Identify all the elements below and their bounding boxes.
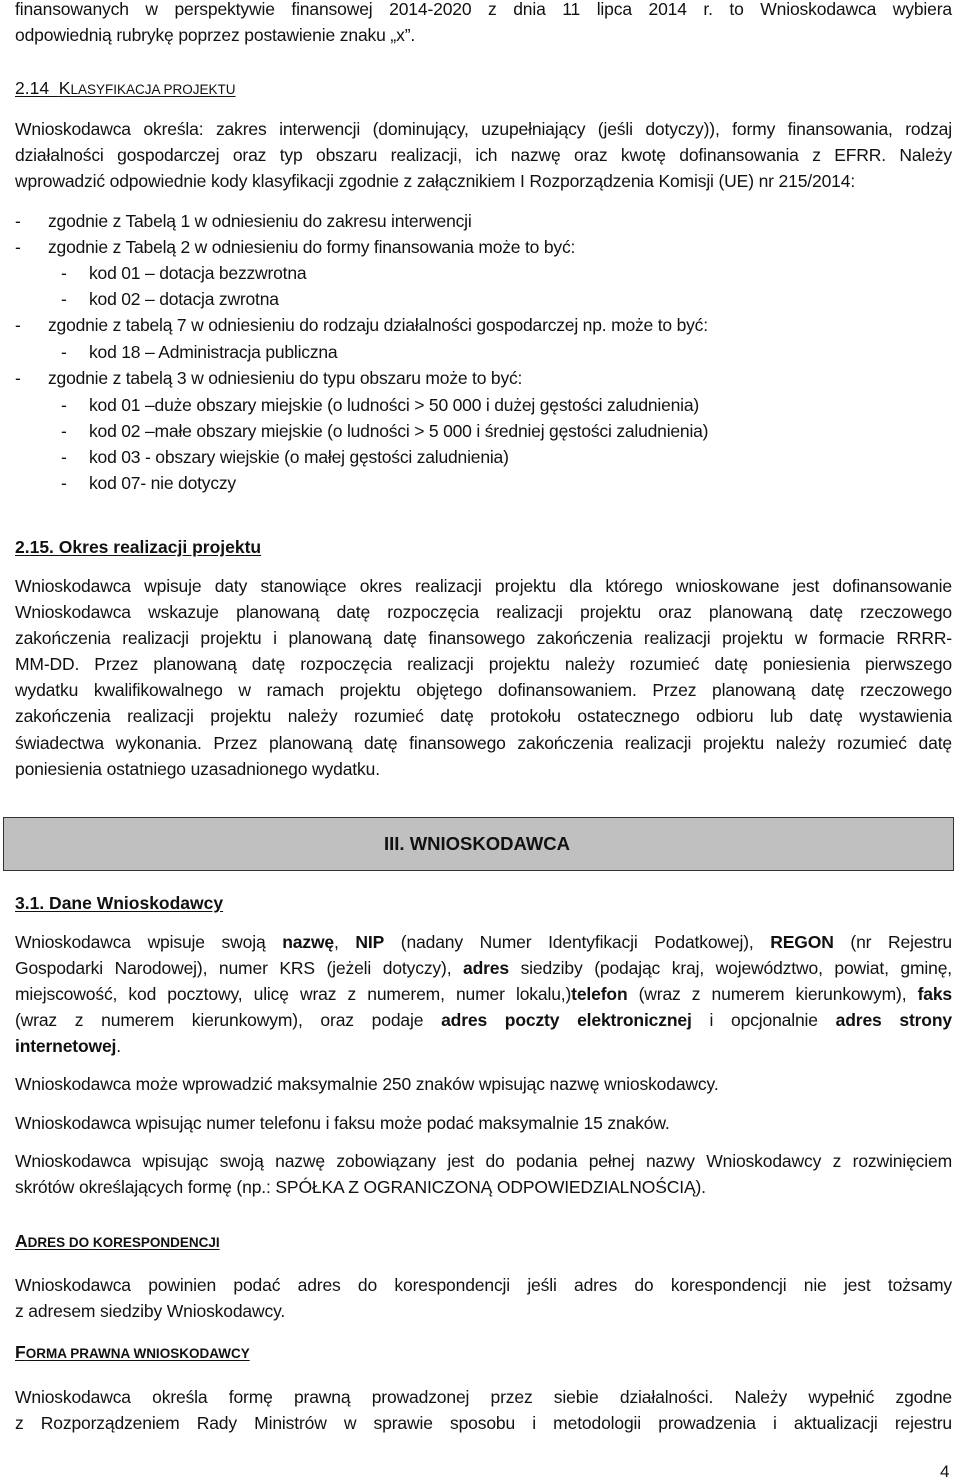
section-3-1-para-line: Gospodarki Narodowej), numer KRS (jeżeli dotyczy), adres siedziby (podając kraj, województwo, powiat, gminę, [15, 958, 953, 978]
section-2-14-para-line-3: wprowadzić odpowiednie kody klasyfikacji zgodnie z załącznikiem I Rozporządzenia Komisji (UE) nr 215/2014: [15, 171, 856, 191]
section-2-15-para-line: poniesienia ostatniego uzasadnionego wydatku. [15, 759, 380, 779]
list-dash: - [61, 395, 67, 415]
section-3-1-heading: 3.1. Dane Wnioskodawcy [15, 893, 224, 913]
correspondence-para-line: z adresem siedziby Wnioskodawcy. [15, 1301, 286, 1321]
section-2-15-heading: 2.15. Okres realizacji projektu [15, 537, 262, 557]
list-dash: - [15, 211, 21, 231]
section-3-1-name-limit: Wnioskodawca może wprowadzić maksymalnie 250 znaków wpisując nazwę wnioskodawcy. [15, 1074, 719, 1094]
list-dash: - [61, 289, 67, 309]
section-2-15-para-line: Wnioskodawca wskazuje planowaną datę rozpoczęcia realizacji projektu oraz planowaną datę rzeczowego [15, 602, 952, 622]
section-2-15-para-line: zakończenia realizacji projektu i planowaną datę finansowego zakończenia realizacji projektu w formacie RRRR- [15, 628, 952, 648]
list-item: kod 01 –duże obszary miejskie (o ludności > 50 000 i dużej gęstości zaludnienia) [89, 395, 699, 415]
list-item: zgodnie z tabelą 7 w odniesieniu do rodzaju działalności gospodarczej np. może to być: [48, 315, 708, 335]
section-2-14-heading: 2.14 KLASYFIKACJA PROJEKTU [15, 78, 236, 98]
section-2-15-para-line: Wnioskodawca wpisuje daty stanowiące okres realizacji projektu dla którego wnioskowane jest dofinansowanie [15, 576, 952, 596]
part-title: III. WNIOSKODAWCA [384, 833, 571, 854]
section-3-1-para-line: skrótów określających formę (np.: SPÓŁKA Z OGRANICZONĄ ODPOWIEDZIALNOŚCIĄ). [15, 1177, 706, 1197]
list-item: kod 01 – dotacja bezzwrotna [89, 263, 307, 283]
page-number: 4 [940, 1462, 950, 1481]
section-2-15-para-line: MM-DD. Przez planowaną datę rozpoczęcia realizacji projektu należy rozumieć datę poniesienia pierwszego [15, 654, 952, 674]
list-item: kod 07- nie dotyczy [89, 473, 236, 493]
section-2-14-para-line-2: działalności gospodarczej oraz typ obszaru realizacji, ich nazwę oraz kwotę dofinansowania z EFRR. Należy [15, 145, 952, 165]
list-item: zgodnie z Tabelą 2 w odniesieniu do formy finansowania może to być: [48, 237, 576, 257]
list-item: kod 02 – dotacja zwrotna [89, 289, 279, 309]
legal-form-heading: FORMA PRAWNA WNIOSKODAWCY [15, 1342, 250, 1362]
intro-line-2: odpowiednią rubrykę poprzez postawienie znaku „x”. [15, 25, 416, 45]
section-3-1-para-line: (wraz z numerem kierunkowym), oraz podaje adres poczty elektronicznej i opcjonalnie adres strony [15, 1010, 952, 1030]
section-2-15-para-line: wydatku kwalifikowalnego w ramach projektu objętego dofinansowaniem. Przez planowaną datę rzeczowego [15, 680, 952, 700]
list-dash: - [15, 315, 21, 335]
list-dash: - [61, 473, 67, 493]
section-2-14-para-line-1: Wnioskodawca określa: zakres interwencji (dominujący, uzupełniający (jeśli dotyczy)), formy finansowania, rodzaj [15, 119, 952, 139]
intro-line-1: finansowanych w perspektywie finansowej 2014-2020 z dnia 11 lipca 2014 r. to Wnioskodawca wybiera [15, 0, 952, 19]
list-dash: - [61, 421, 67, 441]
section-3-1-para-line: Wnioskodawca wpisując swoją nazwę zobowiązany jest do podania pełnej nazwy Wnioskodawcy z rozwinięciem [15, 1151, 952, 1171]
section-3-1-para-line: miejscowość, kod pocztowy, ulicę wraz z numerem, numer lokalu,)telefon (wraz z numerem kierunkowym), faks [15, 984, 952, 1004]
correspondence-address-heading: ADRES DO KORESPONDENCJI [15, 1231, 220, 1251]
section-2-15-para-line: zakończenia realizacji projektu należy rozumieć datę protokołu ostatecznego odbioru lub datę wystawienia [15, 706, 952, 726]
section-2-15-para-line: świadectwa wykonania. Przez planowaną datę finansowego zakończenia realizacji projektu należy rozumieć datę [15, 733, 952, 753]
list-item: kod 03 - obszary wiejskie (o małej gęstości zaludnienia) [89, 447, 509, 467]
legal-form-para-line: z Rozporządzeniem Rady Ministrów w sprawie sposobu i metodologii prowadzenia i aktualizacji rejestru [15, 1413, 952, 1433]
list-dash: - [61, 447, 67, 467]
section-3-1-phone-limit: Wnioskodawca wpisując numer telefonu i faksu może podać maksymalnie 15 znaków. [15, 1113, 670, 1133]
section-3-1-para-line: Wnioskodawca wpisuje swoją nazwę, NIP (nadany Numer Identyfikacji Podatkowej), REGON (nr Rejestru [15, 932, 952, 952]
list-dash: - [15, 368, 21, 388]
list-item: kod 02 –małe obszary miejskie (o ludności > 5 000 i średniej gęstości zaludnienia) [89, 421, 709, 441]
list-dash: - [61, 263, 67, 283]
legal-form-para-line: Wnioskodawca określa formę prawną prowadzonej przez siebie działalności. Należy wypełnić zgodne [15, 1387, 952, 1407]
correspondence-para-line: Wnioskodawca powinien podać adres do korespondencji jeśli adres do korespondencji nie jest tożsamy [15, 1275, 952, 1295]
list-item: zgodnie z Tabelą 1 w odniesieniu do zakresu interwencji [48, 211, 472, 231]
list-dash: - [15, 237, 21, 257]
section-3-1-para-line: internetowej. [15, 1036, 121, 1056]
list-item: zgodnie z tabelą 3 w odniesieniu do typu obszaru może to być: [48, 368, 523, 388]
list-dash: - [61, 342, 67, 362]
list-item: kod 18 – Administracja publiczna [89, 342, 338, 362]
